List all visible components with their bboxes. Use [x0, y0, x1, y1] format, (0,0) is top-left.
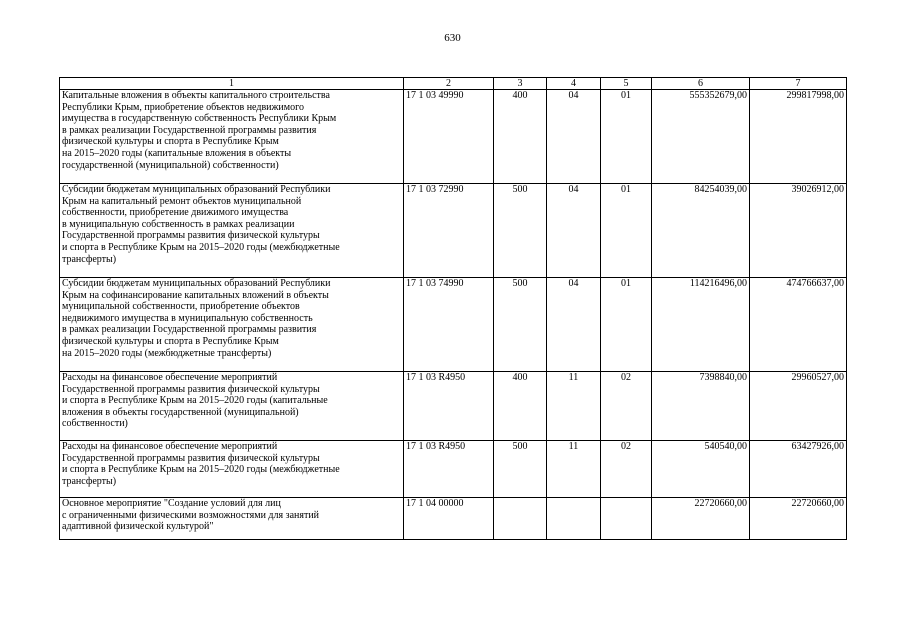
- description-line: Основное мероприятие "Создание условий для лиц: [62, 498, 281, 509]
- row-description: [60, 498, 404, 540]
- description-line: недвижимого имущества в муниципальную собственность: [62, 312, 313, 324]
- description-line: Государственной программы развития физической культуры: [62, 383, 320, 395]
- row-subsection: 02: [601, 372, 652, 441]
- row-amount-7: 474766637,00: [750, 278, 847, 372]
- row-subsection: 01: [601, 184, 652, 278]
- column-header: 1: [60, 78, 404, 90]
- row-section: 11: [547, 372, 601, 441]
- description-line: собственности, приобретение движимого имущества: [62, 207, 289, 219]
- column-header: 7: [750, 78, 847, 90]
- row-description: [60, 372, 404, 441]
- description-line: Субсидии бюджетам муниципальных образований Республики: [62, 184, 331, 195]
- description-line: собственности): [62, 418, 128, 430]
- description-line: в рамках реализации Государственной программы развития: [62, 124, 317, 136]
- column-header: 3: [494, 78, 547, 90]
- description-line: и спорта в Республике Крым на 2015–2020 годы (межбюджетные: [62, 241, 340, 253]
- row-code: 17 1 03 72990: [404, 184, 494, 278]
- row-description: [60, 441, 404, 498]
- column-header: 4: [547, 78, 601, 90]
- row-code: 17 1 03 74990: [404, 278, 494, 372]
- row-amount-7: 299817998,00: [750, 90, 847, 184]
- description-line: и спорта в Республике Крым на 2015–2020 годы (капитальные: [62, 395, 328, 407]
- page-number: 630: [444, 32, 461, 44]
- row-amount-6: 84254039,00: [652, 184, 750, 278]
- row-expense-type: 500: [494, 278, 547, 372]
- row-code: 17 1 03 49990: [404, 90, 494, 184]
- row-amount-6: 22720660,00: [652, 498, 750, 540]
- table-row: [60, 372, 847, 441]
- description-line: Капитальные вложения в объекты капитального строительства: [62, 90, 330, 101]
- description-line: физической культуры и спорта в Республике Крым: [62, 136, 279, 148]
- row-section: 04: [547, 278, 601, 372]
- description-line: трансферты): [62, 475, 117, 487]
- row-amount-6: 540540,00: [652, 441, 750, 498]
- row-expense-type: 400: [494, 372, 547, 441]
- row-description: [60, 90, 404, 184]
- row-subsection: [601, 498, 652, 540]
- description-line: Крым на капитальный ремонт объектов муниципальной: [62, 195, 302, 207]
- row-expense-type: [494, 498, 547, 540]
- description-line: на 2015–2020 годы (межбюджетные трансферты): [62, 347, 272, 359]
- table-row: [60, 441, 847, 498]
- row-subsection: 01: [601, 90, 652, 184]
- table-row: [60, 184, 847, 278]
- description-line: Крым на софинансирование капитальных вложений в объекты: [62, 289, 329, 301]
- table-row: [60, 278, 847, 372]
- table-row: [60, 90, 847, 184]
- row-expense-type: 500: [494, 184, 547, 278]
- description-line: муниципальной собственности, приобретение объектов: [62, 301, 300, 313]
- row-description: [60, 278, 404, 372]
- row-description: [60, 184, 404, 278]
- description-line: физической культуры и спорта в Республике Крым: [62, 335, 279, 347]
- row-subsection: 01: [601, 278, 652, 372]
- row-amount-6: 555352679,00: [652, 90, 750, 184]
- column-header: 5: [601, 78, 652, 90]
- table-row: [60, 498, 847, 540]
- row-expense-type: 500: [494, 441, 547, 498]
- table-header-row: [60, 78, 847, 90]
- row-subsection: 02: [601, 441, 652, 498]
- row-section: [547, 498, 601, 540]
- row-amount-7: 22720660,00: [750, 498, 847, 540]
- row-amount-7: 63427926,00: [750, 441, 847, 498]
- row-section: 04: [547, 184, 601, 278]
- row-code: 17 1 03 R4950: [404, 372, 494, 441]
- budget-table: [59, 77, 847, 540]
- row-amount-7: 29960527,00: [750, 372, 847, 441]
- description-line: вложения в объекты государственной (муниципальной): [62, 406, 299, 418]
- row-section: 11: [547, 441, 601, 498]
- description-line: Республики Крым, приобретение объектов недвижимого: [62, 101, 304, 113]
- column-header: 6: [652, 78, 750, 90]
- description-line: государственной (муниципальной) собственности): [62, 159, 279, 171]
- row-code: 17 1 04 00000: [404, 498, 494, 540]
- column-header: 2: [404, 78, 494, 90]
- row-code: 17 1 03 R4950: [404, 441, 494, 498]
- description-line: в рамках реализации Государственной программы развития: [62, 324, 317, 336]
- row-expense-type: 400: [494, 90, 547, 184]
- row-amount-7: 39026912,00: [750, 184, 847, 278]
- description-line: Субсидии бюджетам муниципальных образований Республики: [62, 278, 331, 289]
- description-line: имущества в государственную собственность Республики Крым: [62, 113, 337, 125]
- description-line: с ограниченными физическими возможностями для занятий: [62, 509, 320, 521]
- description-line: Государственной программы развития физической культуры: [62, 452, 320, 464]
- description-line: трансферты): [62, 253, 117, 265]
- description-line: на 2015–2020 годы (капитальные вложения в объекты: [62, 147, 292, 159]
- description-line: адаптивной физической культурой": [62, 521, 214, 533]
- description-line: Расходы на финансовое обеспечение мероприятий: [62, 441, 278, 452]
- description-line: и спорта в Республике Крым на 2015–2020 годы (межбюджетные: [62, 464, 340, 476]
- description-line: Расходы на финансовое обеспечение мероприятий: [62, 372, 278, 383]
- description-line: в муниципальную собственность в рамках реализации: [62, 218, 295, 230]
- row-section: 04: [547, 90, 601, 184]
- row-amount-6: 7398840,00: [652, 372, 750, 441]
- row-amount-6: 114216496,00: [652, 278, 750, 372]
- description-line: Государственной программы развития физической культуры: [62, 230, 320, 242]
